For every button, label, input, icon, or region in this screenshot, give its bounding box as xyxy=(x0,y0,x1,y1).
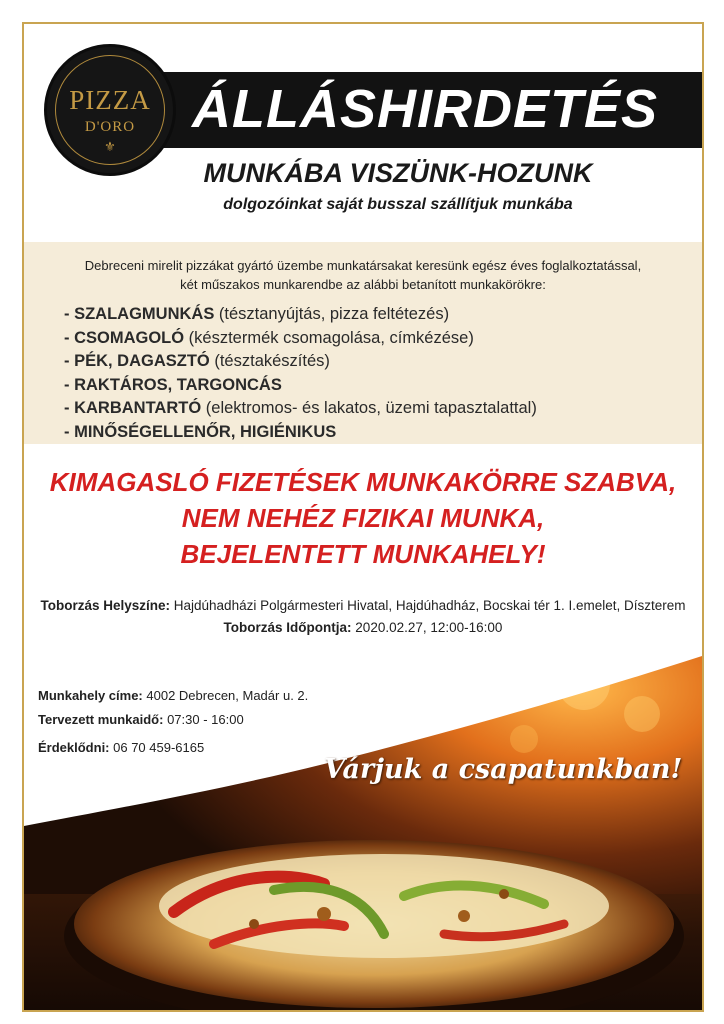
list-item xyxy=(64,421,537,445)
title-bar xyxy=(134,72,704,148)
contact-value: 06 70 459-6165 xyxy=(109,740,205,755)
job-title: - RAKTÁROS, TARGONCÁS xyxy=(64,375,282,394)
job-list xyxy=(64,303,537,444)
highlight-line-3: BEJELENTETT MUNKAHELY! xyxy=(180,539,546,569)
pizza-doro-logo xyxy=(44,44,176,176)
subtitle-bus-info: dolgozóinkat saját busszal szállítjuk munkába xyxy=(223,196,573,213)
job-section xyxy=(24,242,702,444)
address-label: Munkahely címe: xyxy=(38,688,143,703)
job-title: - MINŐSÉGELLENŐR, HIGIÉNIKUS xyxy=(64,422,337,441)
contact xyxy=(38,740,204,755)
job-detail: (tésztanyújtás, pizza feltétezés) xyxy=(214,305,450,323)
intro-line-1: Debreceni mirelit pizzákat gyártó üzembe munkatársakat keresünk egész éves foglalkoztatással, xyxy=(84,258,642,273)
list-item xyxy=(64,397,537,421)
recruitment-place xyxy=(24,598,702,613)
recruitment-time xyxy=(24,620,702,635)
intro-line-2: két műszakos munkarendbe az alábbi betanított munkakörökre: xyxy=(180,277,546,292)
address-value: 4002 Debrecen, Madár u. 2. xyxy=(142,688,309,703)
intro-text xyxy=(24,256,702,294)
job-title: - CSOMAGOLÓ xyxy=(64,328,185,347)
highlights xyxy=(24,464,702,572)
recruitment-place-label: Toborzás Helyszíne: xyxy=(40,598,171,613)
job-detail: (elektromos- és lakatos, üzemi tapasztalattal) xyxy=(201,399,537,417)
logo-text-pizza: PIZZA xyxy=(69,85,151,115)
recruitment-time-label: Toborzás Időpontja: xyxy=(223,620,352,635)
contact-label: Érdeklődni: xyxy=(38,740,110,755)
job-title: - SZALAGMUNKÁS xyxy=(64,305,215,323)
hours-value: 07:30 - 16:00 xyxy=(163,712,244,727)
poster-frame xyxy=(22,22,704,1012)
workplace-address xyxy=(38,688,308,703)
list-item xyxy=(64,350,537,374)
highlight-line-1: KIMAGASLÓ FIZETÉSEK MUNKAKÖRRE SZABVA, xyxy=(49,467,677,497)
slogan: Várjuk a csapatunkban! xyxy=(324,754,683,785)
fleur-de-lis-icon: ⚜ xyxy=(104,139,116,154)
job-detail: (tésztakészítés) xyxy=(209,352,330,370)
logo-text-doro: D'ORO xyxy=(84,119,136,135)
planned-hours xyxy=(38,712,244,727)
list-item xyxy=(64,327,537,351)
list-item xyxy=(64,374,537,398)
list-item xyxy=(64,303,537,327)
hours-label: Tervezett munkaidő: xyxy=(38,712,164,727)
subtitle: MUNKÁBA VISZÜNK-HOZUNK xyxy=(203,158,593,188)
job-detail: (késztermék csomagolása, címkézése) xyxy=(184,328,474,347)
job-title: - KARBANTARTÓ xyxy=(64,399,202,417)
recruitment-time-value: 2020.02.27, 12:00-16:00 xyxy=(351,620,503,635)
highlight-line-2: NEM NEHÉZ FIZIKAI MUNKA, xyxy=(181,503,545,533)
recruitment-place-value: Hajdúhadházi Polgármesteri Hivatal, Hajdúhadház, Bocskai tér 1. I.emelet, Díszterem xyxy=(170,598,686,613)
job-title: - PÉK, DAGASZTÓ xyxy=(64,352,210,370)
page-title: ÁLLÁSHIRDETÉS xyxy=(192,79,659,139)
